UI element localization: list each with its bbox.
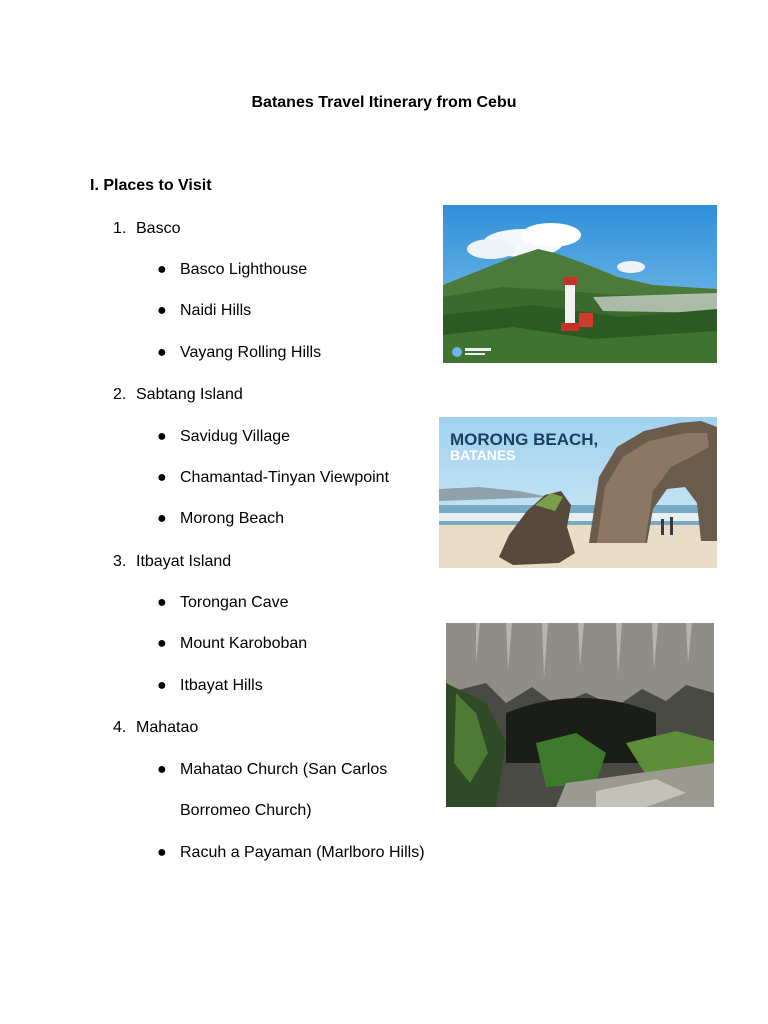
bullet-icon: ● xyxy=(157,594,167,611)
bullet-icon: ● xyxy=(157,761,167,778)
bullet-icon: ● xyxy=(157,510,167,527)
bullet-icon: ● xyxy=(157,677,167,694)
place-item: Itbayat Hills xyxy=(180,677,263,694)
basco-lighthouse-photo xyxy=(443,205,717,363)
bullet-icon: ● xyxy=(157,428,167,445)
place-item: Mahatao Church (San Carlos xyxy=(180,761,388,778)
bullet-icon: ● xyxy=(157,302,167,319)
section-heading: I. Places to Visit xyxy=(90,177,212,194)
list-number: 2. xyxy=(113,386,127,403)
place-item: Chamantad-Tinyan Viewpoint xyxy=(180,469,390,486)
place-name: Sabtang Island xyxy=(136,386,243,403)
place-item: Borromeo Church) xyxy=(180,802,312,819)
bullet-icon: ● xyxy=(157,261,167,278)
place-item: Mount Karoboban xyxy=(180,635,308,652)
list-number: 4. xyxy=(113,719,127,736)
morong-caption-subtitle: BATANES xyxy=(450,447,516,463)
place-name: Basco xyxy=(136,220,181,237)
torongan-cave-photo xyxy=(446,623,714,807)
place-item: Racuh a Payaman (Marlboro Hills) xyxy=(180,844,425,861)
list-number: 1. xyxy=(113,220,127,237)
bullet-icon: ● xyxy=(157,469,167,486)
place-item: Basco Lighthouse xyxy=(180,261,308,278)
place-item: Morong Beach xyxy=(180,510,285,527)
list-number: 3. xyxy=(113,553,127,570)
place-name: Mahatao xyxy=(136,719,199,736)
place-item: Savidug Village xyxy=(180,428,291,445)
place-name: Itbayat Island xyxy=(136,553,232,570)
morong-beach-photo xyxy=(439,417,717,568)
bullet-icon: ● xyxy=(157,344,167,361)
bullet-icon: ● xyxy=(157,635,167,652)
morong-caption-title: MORONG BEACH, xyxy=(450,430,599,449)
bullet-icon: ● xyxy=(157,844,167,861)
place-item: Vayang Rolling Hills xyxy=(180,344,322,361)
document-title: Batanes Travel Itinerary from Cebu xyxy=(251,94,517,111)
place-item: Naidi Hills xyxy=(180,302,252,319)
place-item: Torongan Cave xyxy=(180,594,289,611)
